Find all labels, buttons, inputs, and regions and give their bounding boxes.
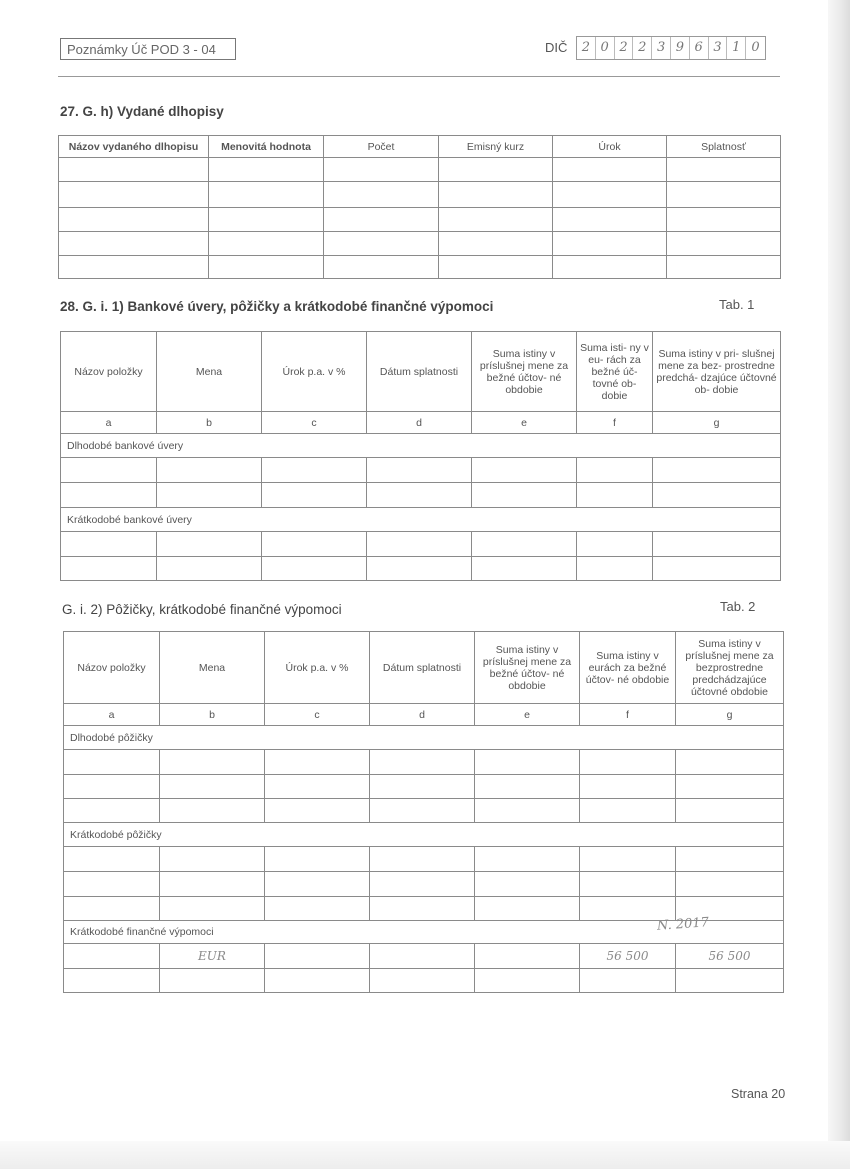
group-row <box>61 434 781 458</box>
cell[interactable] <box>61 458 157 483</box>
col-header: Počet <box>324 136 439 158</box>
table-row <box>64 750 784 775</box>
cell[interactable] <box>157 557 262 581</box>
cell[interactable] <box>580 969 676 993</box>
cell[interactable] <box>265 750 370 775</box>
cell[interactable] <box>475 847 580 872</box>
cell[interactable] <box>64 799 160 823</box>
cell[interactable] <box>472 483 577 508</box>
cell[interactable] <box>580 775 676 799</box>
table-row <box>61 557 781 581</box>
cell[interactable] <box>160 969 265 993</box>
col-letter: b <box>157 412 262 434</box>
cell[interactable] <box>580 944 676 969</box>
table-header-row <box>61 332 781 412</box>
cell[interactable] <box>209 232 324 256</box>
table-header-row <box>64 632 784 704</box>
cell[interactable] <box>157 458 262 483</box>
col-header: Mena <box>157 332 262 412</box>
cell[interactable] <box>475 799 580 823</box>
col-letter: a <box>64 704 160 726</box>
cell[interactable] <box>577 557 653 581</box>
bank-loans-table <box>60 331 781 581</box>
cell[interactable] <box>676 775 784 799</box>
cell[interactable] <box>472 532 577 557</box>
cell[interactable] <box>324 158 439 182</box>
col-letter: e <box>475 704 580 726</box>
cell[interactable] <box>475 897 580 921</box>
cell[interactable] <box>160 847 265 872</box>
table-row <box>61 532 781 557</box>
cell[interactable] <box>653 532 781 557</box>
table-row <box>64 969 784 993</box>
cell[interactable] <box>676 847 784 872</box>
cell[interactable] <box>439 158 553 182</box>
dic-digit: 1 <box>727 37 746 59</box>
cell[interactable] <box>367 483 472 508</box>
col-letter: d <box>370 704 475 726</box>
cell[interactable] <box>553 208 667 232</box>
cell[interactable] <box>370 750 475 775</box>
col-header: Názov položky <box>61 332 157 412</box>
cell[interactable] <box>580 847 676 872</box>
cell[interactable] <box>653 458 781 483</box>
cell[interactable] <box>472 458 577 483</box>
cell[interactable] <box>472 557 577 581</box>
cell[interactable] <box>439 256 553 279</box>
cell[interactable] <box>160 799 265 823</box>
cell[interactable] <box>157 532 262 557</box>
cell[interactable] <box>160 897 265 921</box>
cell[interactable] <box>553 158 667 182</box>
cell[interactable] <box>667 232 781 256</box>
cell[interactable] <box>676 750 784 775</box>
cell[interactable] <box>64 847 160 872</box>
dic-number-field <box>576 36 766 60</box>
col-header: Názov vydaného dlhopisu <box>59 136 209 158</box>
cell[interactable] <box>553 256 667 279</box>
handwritten-currency: EUR <box>198 948 226 963</box>
col-letter: a <box>61 412 157 434</box>
cell[interactable] <box>475 750 580 775</box>
col-header: Úrok p.a. v % <box>262 332 367 412</box>
cell[interactable] <box>209 208 324 232</box>
cell[interactable] <box>64 750 160 775</box>
cell[interactable] <box>265 847 370 872</box>
cell[interactable] <box>265 897 370 921</box>
group-row <box>64 726 784 750</box>
cell[interactable] <box>580 897 676 921</box>
group-row <box>61 508 781 532</box>
cell[interactable] <box>64 897 160 921</box>
cell[interactable] <box>209 256 324 279</box>
col-letter: c <box>262 412 367 434</box>
col-header: Menovitá hodnota <box>209 136 324 158</box>
cell[interactable] <box>209 158 324 182</box>
col-letter: c <box>265 704 370 726</box>
cell[interactable] <box>262 458 367 483</box>
cell[interactable] <box>265 799 370 823</box>
cell[interactable] <box>370 944 475 969</box>
cell[interactable] <box>265 775 370 799</box>
cell[interactable] <box>64 944 160 969</box>
cell[interactable] <box>160 944 265 969</box>
table-row <box>64 799 784 823</box>
cell[interactable] <box>367 557 472 581</box>
cell[interactable] <box>262 557 367 581</box>
cell[interactable] <box>475 872 580 897</box>
cell[interactable] <box>59 208 209 232</box>
col-letter: e <box>472 412 577 434</box>
cell[interactable] <box>370 799 475 823</box>
table-row <box>64 872 784 897</box>
group-label: Dlhodobé pôžičky <box>64 726 784 750</box>
cell[interactable] <box>676 944 784 969</box>
cell[interactable] <box>370 847 475 872</box>
table-row <box>61 458 781 483</box>
table-header-row <box>59 136 781 158</box>
col-header: Emisný kurz <box>439 136 553 158</box>
cell[interactable] <box>370 775 475 799</box>
cell[interactable] <box>367 532 472 557</box>
handwritten-value-f: 56 500 <box>606 948 649 963</box>
column-letter-row <box>64 704 784 726</box>
cell[interactable] <box>580 799 676 823</box>
cell[interactable] <box>439 232 553 256</box>
cell[interactable] <box>262 532 367 557</box>
group-label: Krátkodobé finančné výpomoci <box>64 921 784 944</box>
cell[interactable] <box>64 775 160 799</box>
cell[interactable] <box>160 750 265 775</box>
cell[interactable] <box>64 872 160 897</box>
form-label-box: Poznámky Úč POD 3 - 04 <box>60 38 236 60</box>
col-letter: g <box>653 412 781 434</box>
cell[interactable] <box>370 897 475 921</box>
cell[interactable] <box>580 872 676 897</box>
dic-label: DIČ <box>545 40 568 55</box>
table-row <box>64 775 784 799</box>
column-letter-row <box>61 412 781 434</box>
dic-digit: 0 <box>596 37 615 59</box>
cell[interactable] <box>59 256 209 279</box>
cell[interactable] <box>61 557 157 581</box>
cell[interactable] <box>59 182 209 208</box>
group-label: Krátkodobé pôžičky <box>64 823 784 847</box>
dic-digit: 2 <box>633 37 652 59</box>
cell[interactable] <box>324 256 439 279</box>
col-header: Suma istiny v príslušnej mene za bežné účtov- né obdobie <box>472 332 577 412</box>
cell[interactable] <box>676 799 784 823</box>
table-row <box>59 182 781 208</box>
cell[interactable] <box>160 872 265 897</box>
col-letter: f <box>577 412 653 434</box>
cell[interactable] <box>262 483 367 508</box>
cell[interactable] <box>553 232 667 256</box>
header-divider <box>58 76 780 77</box>
handwritten-note: N. 2017 <box>656 915 710 934</box>
dic-digit: 9 <box>671 37 690 59</box>
col-header: Mena <box>160 632 265 704</box>
cell[interactable] <box>439 208 553 232</box>
col-header: Suma isti- ny v eu- rách za bežné úč- tovné ob- dobie <box>577 332 653 412</box>
cell[interactable] <box>553 182 667 208</box>
loans-table <box>63 631 784 993</box>
col-header: Suma istiny v príslušnej mene za bezprostredne predchádzajúce účtovné obdobie <box>676 632 784 704</box>
col-letter: d <box>367 412 472 434</box>
table-row <box>59 256 781 279</box>
col-header: Splatnosť <box>667 136 781 158</box>
table-row <box>59 158 781 182</box>
col-header: Suma istiny v pri- slušnej mene za bez- prostredne predchá- dzajúce účtovné ob- dobie <box>653 332 781 412</box>
cell[interactable] <box>475 775 580 799</box>
cell[interactable] <box>577 483 653 508</box>
cell[interactable] <box>370 872 475 897</box>
cell[interactable] <box>209 182 324 208</box>
page-edge-shadow <box>828 0 850 1169</box>
col-letter: b <box>160 704 265 726</box>
dic-digit: 2 <box>615 37 634 59</box>
col-header: Dátum splatnosti <box>367 332 472 412</box>
cell[interactable] <box>61 532 157 557</box>
cell[interactable] <box>667 208 781 232</box>
col-header: Úrok <box>553 136 667 158</box>
col-header: Názov položky <box>64 632 160 704</box>
page-number: Strana 20 <box>731 1087 786 1101</box>
cell[interactable] <box>475 969 580 993</box>
dic-digit: 3 <box>709 37 728 59</box>
col-header: Suma istiny v príslušnej mene za bežné účtov- né obdobie <box>475 632 580 704</box>
page-bottom-shadow <box>0 1141 850 1169</box>
table-row <box>61 483 781 508</box>
cell[interactable] <box>59 158 209 182</box>
cell[interactable] <box>676 969 784 993</box>
cell[interactable] <box>653 557 781 581</box>
cell[interactable] <box>676 872 784 897</box>
cell[interactable] <box>265 944 370 969</box>
dic-digit: 0 <box>751 40 760 55</box>
section-28-title: 28. G. i. 1) Bankové úvery, pôžičky a krátkodobé finančné výpomoci <box>60 299 494 314</box>
dic-digit: 3 <box>652 37 671 59</box>
table-row <box>59 208 781 232</box>
cell[interactable] <box>64 969 160 993</box>
table-row <box>64 944 784 969</box>
cell[interactable] <box>367 458 472 483</box>
group-label: Dlhodobé bankové úvery <box>61 434 781 458</box>
cell[interactable] <box>265 969 370 993</box>
cell[interactable] <box>667 158 781 182</box>
col-header: Úrok p.a. v % <box>265 632 370 704</box>
cell[interactable] <box>667 256 781 279</box>
col-header: Dátum splatnosti <box>370 632 475 704</box>
handwritten-value-g: 56 500 <box>708 948 751 963</box>
tab-2-label: Tab. 2 <box>720 599 756 614</box>
cell[interactable] <box>653 483 781 508</box>
table-row <box>59 232 781 256</box>
dic-digit: 6 <box>690 37 709 59</box>
section-gi2-title: G. i. 2) Pôžičky, krátkodobé finančné výpomoci <box>62 602 342 617</box>
dic-digit: 2 <box>577 37 596 59</box>
cell[interactable] <box>324 208 439 232</box>
cell[interactable] <box>577 458 653 483</box>
col-letter: g <box>676 704 784 726</box>
cell[interactable] <box>265 872 370 897</box>
cell[interactable] <box>324 182 439 208</box>
cell[interactable] <box>157 483 262 508</box>
cell[interactable] <box>577 532 653 557</box>
group-label: Krátkodobé bankové úvery <box>61 508 781 532</box>
cell[interactable] <box>475 944 580 969</box>
cell[interactable] <box>59 232 209 256</box>
cell[interactable] <box>324 232 439 256</box>
tab-1-label: Tab. 1 <box>719 297 755 312</box>
cell[interactable] <box>370 969 475 993</box>
cell[interactable] <box>580 750 676 775</box>
section-27-title: 27. G. h) Vydané dlhopisy <box>60 104 224 119</box>
table-row <box>64 847 784 872</box>
cell[interactable] <box>439 182 553 208</box>
cell[interactable] <box>667 182 781 208</box>
group-row <box>64 823 784 847</box>
cell[interactable] <box>61 483 157 508</box>
cell[interactable] <box>160 775 265 799</box>
bonds-table <box>58 135 781 279</box>
col-letter: f <box>580 704 676 726</box>
col-header: Suma istiny v eurách za bežné účtov- né obdobie <box>580 632 676 704</box>
